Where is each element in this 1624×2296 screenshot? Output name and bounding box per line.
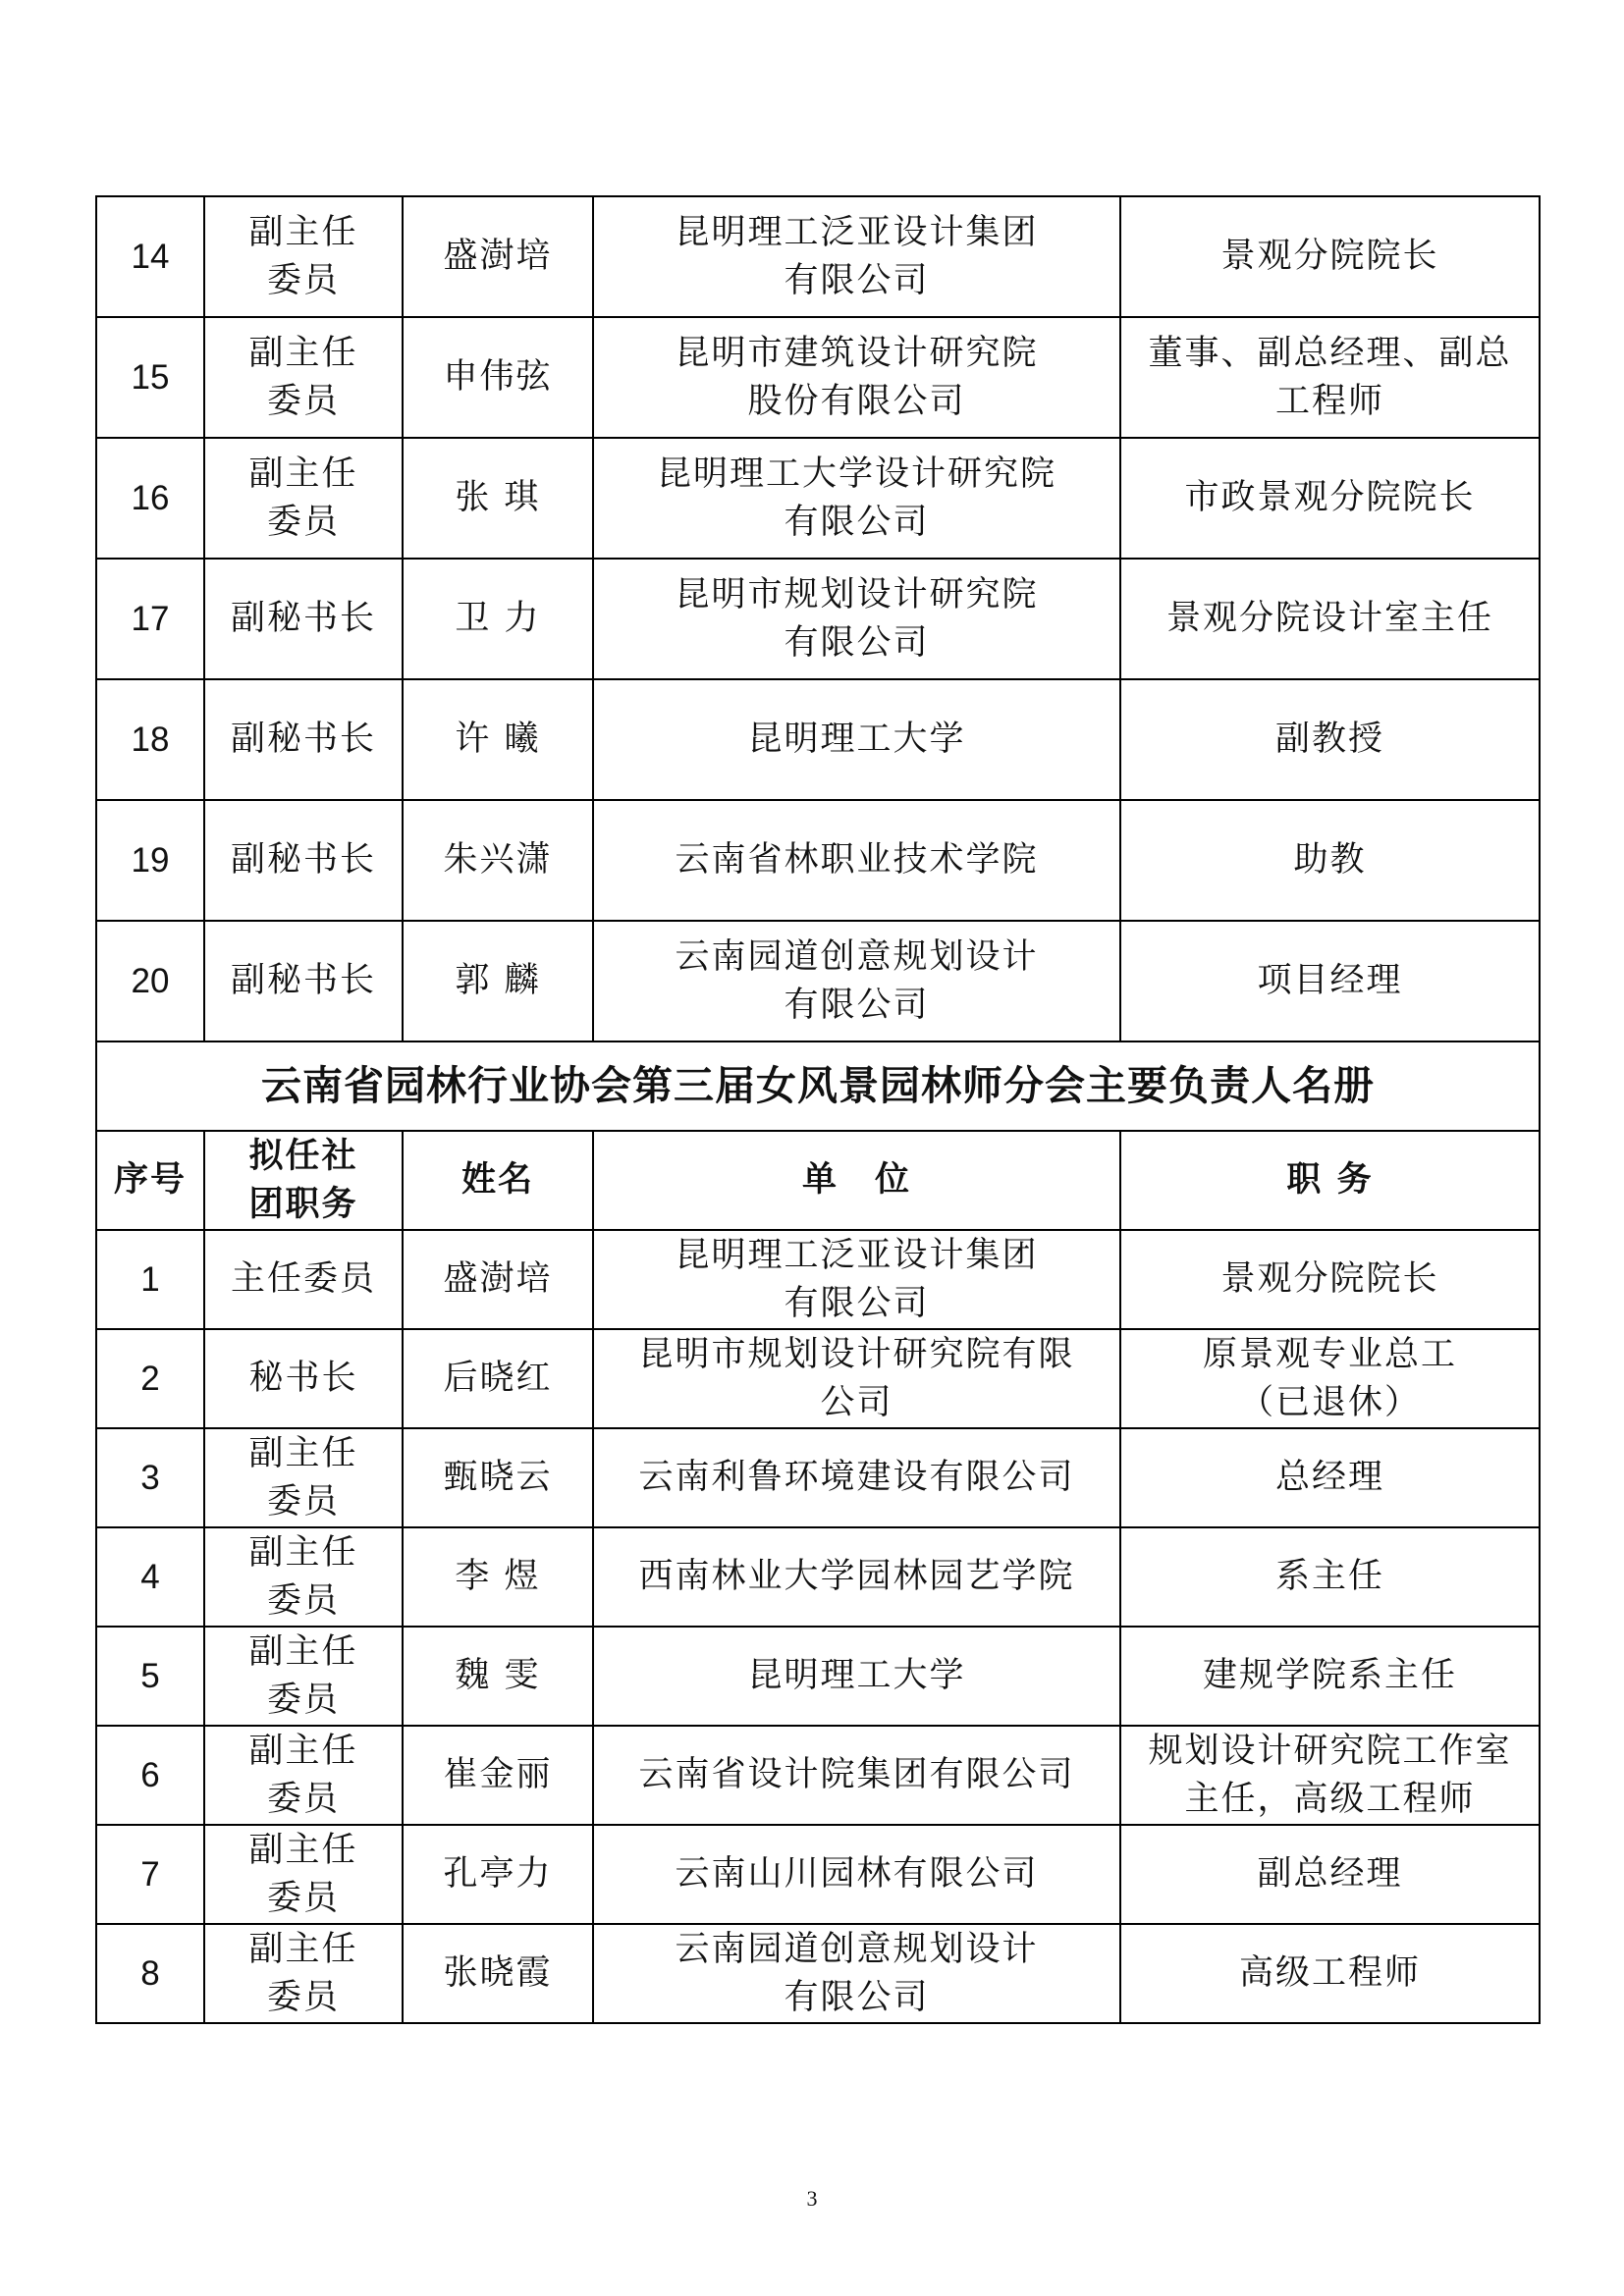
row-duty-line: 副总经理 [1257, 1854, 1403, 1894]
row-unit [593, 1726, 1120, 1825]
row-unit-line: 云南省林职业技术学院 [675, 840, 1039, 880]
row-unit-line: 昆明理工大学 [747, 720, 966, 759]
row-name: 许 曦 [403, 679, 593, 800]
row-duty-line: 系主任 [1274, 1557, 1384, 1596]
row-unit [593, 679, 1120, 800]
row-name: 后晓红 [403, 1329, 593, 1428]
table-row [96, 1726, 1540, 1825]
row-number: 5 [96, 1627, 204, 1726]
row-name: 朱兴潇 [403, 800, 593, 921]
table-row [96, 1428, 1540, 1527]
row-name: 孔亭力 [403, 1825, 593, 1924]
section-title: 云南省园林行业协会第三届女风景园林师分会主要负责人名册 [96, 1041, 1540, 1131]
table-row [96, 1825, 1540, 1924]
row-duty [1120, 438, 1540, 559]
row-duty-line: 项目经理 [1257, 961, 1403, 1000]
row-name: 魏 雯 [403, 1627, 593, 1726]
row-name: 张晓霞 [403, 1924, 593, 2023]
row-number: 17 [96, 559, 204, 679]
row-unit-line: 股份有限公司 [747, 381, 966, 421]
row-unit-line: 有限公司 [784, 622, 930, 663]
row-unit [593, 1230, 1120, 1329]
row-unit-line: 昆明理工大学 [747, 1656, 966, 1695]
row-name: 李 煜 [403, 1527, 593, 1627]
row-role-line: 委员 [266, 1977, 340, 2017]
row-role-line: 副主任 [248, 1433, 358, 1473]
row-unit [593, 1329, 1120, 1428]
row-role-line: 委员 [266, 381, 340, 421]
row-unit-line: 有限公司 [784, 260, 930, 300]
row-duty [1120, 559, 1540, 679]
row-role-line: 副秘书长 [230, 961, 376, 1000]
header-role-line: 团职务 [248, 1184, 358, 1224]
row-unit-line: 云南园道创意规划设计 [675, 1929, 1039, 1969]
header-no: 序号 [96, 1131, 204, 1230]
row-unit [593, 1428, 1120, 1527]
row-duty [1120, 1329, 1540, 1428]
row-duty-line: 主任，高级工程师 [1184, 1779, 1476, 1819]
row-unit [593, 1627, 1120, 1726]
row-number: 4 [96, 1527, 204, 1627]
row-number: 18 [96, 679, 204, 800]
row-unit [593, 921, 1120, 1041]
row-unit-line: 有限公司 [784, 1283, 930, 1323]
row-role-line: 委员 [266, 1779, 340, 1819]
row-unit-line: 昆明市规划设计研究院 [675, 574, 1039, 614]
row-duty [1120, 1825, 1540, 1924]
row-name: 崔金丽 [403, 1726, 593, 1825]
row-duty [1120, 1428, 1540, 1527]
row-role-line: 副主任 [248, 454, 358, 494]
table-row [96, 317, 1540, 438]
row-role-line: 委员 [266, 1878, 340, 1918]
table-row [96, 438, 1540, 559]
row-unit-line: 公司 [820, 1382, 893, 1422]
committee-table-body [96, 196, 1540, 1041]
row-role-line: 副主任 [248, 333, 358, 373]
row-name: 卫 力 [403, 559, 593, 679]
row-role-line: 副主任 [248, 1731, 358, 1771]
row-unit-line: 昆明市规划设计研究院有限 [638, 1334, 1075, 1374]
row-duty-line: 董事、副总经理、副总 [1148, 333, 1512, 373]
row-number: 3 [96, 1428, 204, 1527]
row-number: 20 [96, 921, 204, 1041]
row-unit [593, 559, 1120, 679]
row-unit [593, 1825, 1120, 1924]
row-role [204, 559, 403, 679]
row-role [204, 1627, 403, 1726]
row-unit [593, 317, 1120, 438]
roster-table [95, 195, 1541, 2024]
row-unit-line: 云南园道创意规划设计 [675, 936, 1039, 977]
row-unit-line: 昆明理工大学设计研究院 [656, 454, 1056, 494]
row-role-line: 副主任 [248, 1631, 358, 1672]
section-title-row [96, 1041, 1540, 1131]
row-name: 张 琪 [403, 438, 593, 559]
branch-table-body [96, 1230, 1540, 2023]
page-number: 3 [806, 2186, 818, 2211]
row-role-line: 副主任 [248, 1830, 358, 1870]
row-duty-line: 景观分院院长 [1220, 1259, 1439, 1299]
row-role [204, 1527, 403, 1627]
row-role-line: 副主任 [248, 212, 358, 252]
header-unit: 单 位 [593, 1131, 1120, 1230]
row-duty-line: （已退休） [1238, 1382, 1421, 1422]
row-role-line: 副主任 [248, 1929, 358, 1969]
row-role [204, 1230, 403, 1329]
row-number: 14 [96, 196, 204, 317]
section-title-body [96, 1041, 1540, 1230]
row-role-line: 委员 [266, 260, 340, 300]
table-row [96, 1230, 1540, 1329]
row-unit-line: 昆明市建筑设计研究院 [675, 333, 1039, 373]
row-number: 15 [96, 317, 204, 438]
row-duty-line: 景观分院设计室主任 [1165, 599, 1493, 638]
row-unit-line: 有限公司 [784, 502, 930, 542]
table-row [96, 1924, 1540, 2023]
table-row [96, 1329, 1540, 1428]
header-row [96, 1131, 1540, 1230]
row-duty [1120, 196, 1540, 317]
row-name: 盛澍培 [403, 1230, 593, 1329]
row-duty [1120, 317, 1540, 438]
row-name: 申伟弦 [403, 317, 593, 438]
row-unit-line: 云南利鲁环境建设有限公司 [638, 1458, 1075, 1497]
row-role-line: 副秘书长 [230, 720, 376, 759]
row-unit-line: 云南山川园林有限公司 [675, 1854, 1039, 1894]
row-role [204, 438, 403, 559]
row-role-line: 秘书长 [248, 1359, 358, 1398]
row-duty [1120, 1627, 1540, 1726]
row-number: 19 [96, 800, 204, 921]
row-unit-line: 昆明理工泛亚设计集团 [675, 1235, 1039, 1275]
row-unit-line: 昆明理工泛亚设计集团 [675, 212, 1039, 252]
row-unit-line: 有限公司 [784, 1977, 930, 2017]
row-duty-line: 市政景观分院院长 [1184, 478, 1476, 517]
row-unit [593, 1527, 1120, 1627]
row-role [204, 1726, 403, 1825]
row-name: 甄晓云 [403, 1428, 593, 1527]
header-role [204, 1131, 403, 1230]
table-row [96, 921, 1540, 1041]
table-row [96, 679, 1540, 800]
row-number: 8 [96, 1924, 204, 2023]
row-number: 7 [96, 1825, 204, 1924]
row-role [204, 800, 403, 921]
header-role-line: 拟任社 [248, 1136, 358, 1176]
row-role-line: 副主任 [248, 1532, 358, 1573]
row-duty [1120, 1527, 1540, 1627]
row-unit [593, 438, 1120, 559]
row-number: 1 [96, 1230, 204, 1329]
header-duty: 职 务 [1120, 1131, 1540, 1230]
table-row [96, 559, 1540, 679]
row-number: 16 [96, 438, 204, 559]
row-duty-line: 规划设计研究院工作室 [1148, 1731, 1512, 1771]
row-duty-line: 高级工程师 [1238, 1953, 1421, 1993]
row-role-line: 委员 [266, 1481, 340, 1522]
row-unit-line: 西南林业大学园林园艺学院 [638, 1557, 1075, 1596]
row-role-line: 副秘书长 [230, 599, 376, 638]
row-duty-line: 工程师 [1274, 381, 1384, 421]
row-name: 盛澍培 [403, 196, 593, 317]
table-row [96, 1527, 1540, 1627]
row-role-line: 委员 [266, 502, 340, 542]
row-duty-line: 原景观专业总工 [1202, 1334, 1457, 1374]
row-role [204, 1924, 403, 2023]
row-unit-line: 云南省设计院集团有限公司 [638, 1755, 1075, 1794]
table-row [96, 1627, 1540, 1726]
row-duty [1120, 1230, 1540, 1329]
row-role-line: 副秘书长 [230, 840, 376, 880]
row-duty-line: 助教 [1293, 840, 1367, 880]
row-unit-line: 有限公司 [784, 985, 930, 1025]
row-duty [1120, 800, 1540, 921]
row-role [204, 921, 403, 1041]
row-role-line: 主任委员 [230, 1259, 376, 1299]
row-number: 6 [96, 1726, 204, 1825]
row-role [204, 317, 403, 438]
row-unit [593, 196, 1120, 317]
row-duty [1120, 679, 1540, 800]
row-role [204, 1825, 403, 1924]
row-unit [593, 1924, 1120, 2023]
row-role [204, 1428, 403, 1527]
table-row [96, 800, 1540, 921]
row-duty-line: 建规学院系主任 [1202, 1656, 1457, 1695]
row-duty-line: 景观分院院长 [1220, 237, 1439, 276]
row-role [204, 1329, 403, 1428]
row-name: 郭 麟 [403, 921, 593, 1041]
row-duty-line: 总经理 [1274, 1458, 1384, 1497]
row-duty-line: 副教授 [1274, 720, 1384, 759]
table-row [96, 196, 1540, 317]
row-number: 2 [96, 1329, 204, 1428]
row-role-line: 委员 [266, 1680, 340, 1720]
row-role [204, 679, 403, 800]
row-unit [593, 800, 1120, 921]
row-role-line: 委员 [266, 1580, 340, 1621]
row-role [204, 196, 403, 317]
header-name: 姓名 [403, 1131, 593, 1230]
row-duty [1120, 1924, 1540, 2023]
row-duty [1120, 921, 1540, 1041]
row-duty [1120, 1726, 1540, 1825]
